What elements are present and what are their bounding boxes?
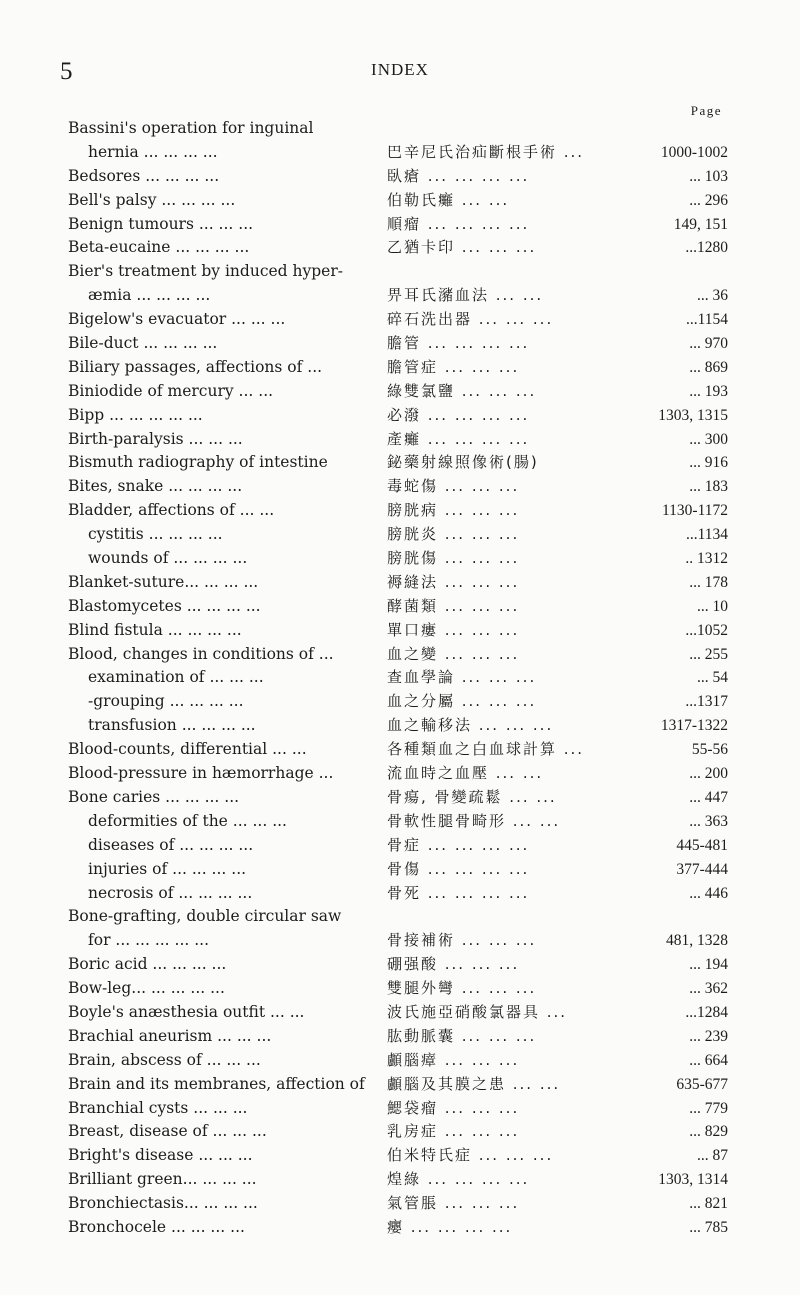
entry-page-ref: ... 821 [689, 1195, 728, 1213]
index-entry [68, 380, 728, 404]
running-title: INDEX [371, 60, 429, 79]
entry-page-ref: 635-677 [676, 1075, 728, 1093]
entry-chinese-term: 乳房症 ... ... ... [387, 1122, 520, 1141]
entry-chinese-term: 乙猶卡印 ... ... ... [387, 238, 537, 257]
entry-term: Blastomycetes ... ... ... ... [68, 596, 261, 615]
entry-chinese-term: 綠雙氯鹽 ... ... ... [387, 381, 537, 400]
index-entry [68, 929, 728, 953]
entry-page-ref: ... 785 [689, 1218, 728, 1236]
entry-chinese-term: 碎石洗出器 ... ... ... [387, 310, 554, 329]
entry-chinese-term: 必潑 ... ... ... ... [387, 405, 530, 424]
entry-page-ref: ...1284 [685, 1003, 728, 1021]
entry-chinese-term: 波氏施亞硝酸氯器具 ... [387, 1002, 568, 1021]
entry-chinese-term: 骨死 ... ... ... ... [387, 883, 530, 902]
entry-page-ref: ...1052 [685, 621, 728, 639]
entry-term: Bipp ... ... ... ... ... [68, 405, 203, 424]
entry-term: Bronchocele ... ... ... ... [68, 1217, 245, 1236]
entry-chinese-term: 單口瘻 ... ... ... [387, 620, 520, 639]
index-entry [68, 905, 728, 929]
index-entry [68, 714, 728, 738]
entry-term: Bell's palsy ... ... ... ... [68, 190, 236, 209]
index-entry [68, 260, 728, 284]
index-entry [68, 858, 728, 882]
index-entry [68, 643, 728, 667]
entry-term: Bright's disease ... ... ... [68, 1146, 253, 1165]
entry-page-ref: 481, 1328 [666, 932, 728, 950]
entry-term: diseases of ... ... ... ... [88, 835, 254, 854]
entry-term: wounds of ... ... ... ... [88, 549, 248, 568]
index-entry [68, 571, 728, 595]
entry-term: Bismuth radiography of intestine [68, 453, 328, 472]
entry-chinese-term: 煌綠 ... ... ... ... [387, 1170, 530, 1189]
entry-term: Bigelow's evacuator ... ... ... [68, 310, 286, 329]
entry-page-ref: ... 447 [689, 788, 728, 806]
page-number: 5 [60, 58, 73, 85]
entry-chinese-term: 血之變 ... ... ... [387, 644, 520, 663]
entry-term: Bone caries ... ... ... ... [68, 787, 240, 806]
index-entry [68, 284, 728, 308]
entry-term: hernia ... ... ... ... [88, 142, 218, 161]
entry-term: Branchial cysts ... ... ... [68, 1098, 248, 1117]
entry-chinese-term: 查血學論 ... ... ... [387, 668, 537, 687]
entry-term: injuries of ... ... ... ... [88, 859, 247, 878]
entry-page-ref: ... 255 [689, 645, 728, 663]
index-entry [68, 810, 728, 834]
entry-page-ref: ... 869 [689, 358, 728, 376]
entry-term: Blanket-suture... ... ... ... [68, 572, 259, 591]
entry-page-ref: 1303, 1314 [658, 1171, 728, 1189]
index-entry [68, 834, 728, 858]
index-entry [68, 523, 728, 547]
entry-page-ref: ... 300 [689, 430, 728, 448]
entry-term: Bier's treatment by induced hyper- [68, 262, 343, 281]
entry-page-ref: .. 1312 [685, 550, 728, 568]
index-entry [68, 356, 728, 380]
entry-chinese-term: 流血時之血壓 ... ... [387, 764, 544, 783]
entry-chinese-term: 顱腦瘴 ... ... ... [387, 1050, 520, 1069]
entry-page-ref: ... 54 [697, 669, 728, 687]
entry-chinese-term: 氣管脹 ... ... ... [387, 1194, 520, 1213]
entry-chinese-term: 血之分屬 ... ... ... [387, 692, 537, 711]
entry-term: Boric acid ... ... ... ... [68, 955, 227, 974]
entry-page-ref: ... 194 [689, 956, 728, 974]
entry-chinese-term: 血之輸移法 ... ... ... [387, 716, 554, 735]
entry-page-ref: 1303, 1315 [658, 406, 728, 424]
entry-page-ref: ... 87 [697, 1147, 728, 1165]
entry-term: Bites, snake ... ... ... ... [68, 477, 243, 496]
entry-page-ref: ... 193 [689, 382, 728, 400]
entry-term: Brachial aneurism ... ... ... [68, 1026, 272, 1045]
entry-chinese-term: 產癱 ... ... ... ... [387, 429, 530, 448]
entry-term: æmia ... ... ... ... [88, 286, 211, 305]
index-entry [68, 404, 728, 428]
entry-chinese-term: 巴辛尼氏治疝斷根手術 ... [387, 142, 585, 161]
index-entry [68, 428, 728, 452]
entry-page-ref: ...1134 [685, 526, 728, 544]
entry-page-ref: 55-56 [691, 741, 728, 759]
entry-page-ref: ...1154 [685, 311, 728, 329]
entry-chinese-term: 膽管症 ... ... ... [387, 357, 520, 376]
entry-page-ref: ... 664 [689, 1051, 728, 1069]
entry-chinese-term: 鰓袋瘤 ... ... ... [387, 1098, 520, 1117]
entry-page-ref: ...1317 [685, 693, 728, 711]
index-entry [68, 1192, 728, 1216]
index-entry [68, 762, 728, 786]
entry-term: Benign tumours ... ... ... [68, 214, 254, 233]
index-entry [68, 595, 728, 619]
entry-term: Brain and its membranes, affection of [68, 1074, 365, 1093]
index-entry [68, 1168, 728, 1192]
entry-chinese-term: 膽管 ... ... ... ... [387, 334, 530, 353]
entry-term: transfusion ... ... ... ... [88, 716, 256, 735]
entry-chinese-term: 硼强酸 ... ... ... [387, 955, 520, 974]
index-entry [68, 690, 728, 714]
entry-term: Bone-grafting, double circular saw [68, 907, 342, 926]
entry-page-ref: ... 970 [689, 335, 728, 353]
index-entry [68, 475, 728, 499]
index-entry [68, 619, 728, 643]
entry-chinese-term: 雙腿外彎 ... ... ... [387, 979, 537, 998]
entry-chinese-term: 畀耳氏瀦血法 ... ... [387, 286, 544, 305]
index-entry [68, 738, 728, 762]
entry-chinese-term: 毒蛇傷 ... ... ... [387, 477, 520, 496]
entry-chinese-term: 膀胱傷 ... ... ... [387, 549, 520, 568]
index-entry [68, 666, 728, 690]
index-entry [68, 1001, 728, 1025]
index-entry [68, 547, 728, 571]
index-entry [68, 977, 728, 1001]
entry-chinese-term: 鉍藥射線照像術(腸) [387, 453, 539, 472]
entry-chinese-term: 骨傷 ... ... ... ... [387, 859, 530, 878]
entry-chinese-term: 膀胱病 ... ... ... [387, 501, 520, 520]
entry-term: Blood-counts, differential ... ... [68, 740, 307, 759]
entry-chinese-term: 各種類血之白血球計算 ... [387, 740, 585, 759]
entry-page-ref: 1317-1322 [660, 717, 728, 735]
index-entry [68, 953, 728, 977]
entry-page-ref: ... 829 [689, 1123, 728, 1141]
entry-term: Biliary passages, affections of ... [68, 357, 323, 376]
index-entry [68, 786, 728, 810]
index-entry [68, 308, 728, 332]
entry-page-ref: ... 36 [697, 287, 728, 305]
index-entry [68, 141, 728, 165]
entry-chinese-term: 顱腦及其膜之患 ... ... [387, 1074, 561, 1093]
index-entry [68, 332, 728, 356]
entry-term: Bassini's operation for inguinal [68, 119, 314, 137]
index-entry [68, 1025, 728, 1049]
entry-chinese-term: 骨軟性腿骨畸形 ... ... [387, 811, 561, 830]
entry-page-ref: 377-444 [676, 860, 728, 878]
entry-page-ref: ... 296 [689, 191, 728, 209]
entry-term: Blind fistula ... ... ... ... [68, 620, 242, 639]
entry-term: Blood-pressure in hæmorrhage ... [68, 764, 334, 783]
entry-term: -grouping ... ... ... ... [88, 692, 244, 711]
entry-chinese-term: 骨瘍, 骨變疏鬆 ... ... [387, 787, 557, 806]
entry-chinese-term: 肱動脈囊 ... ... ... [387, 1026, 537, 1045]
index-entries [68, 117, 728, 1240]
entry-term: Bedsores ... ... ... ... [68, 166, 220, 185]
entry-term: Bile-duct ... ... ... ... [68, 334, 218, 353]
entry-page-ref: 149, 151 [673, 215, 728, 233]
entry-term: Breast, disease of ... ... ... [68, 1122, 267, 1141]
entry-page-ref: ... 363 [689, 812, 728, 830]
entry-page-ref: ... 200 [689, 765, 728, 783]
entry-chinese-term: 臥瘡 ... ... ... ... [387, 166, 530, 185]
entry-term: Bladder, affections of ... ... [68, 501, 275, 520]
entry-term: Biniodide of mercury ... ... [68, 381, 274, 400]
entry-chinese-term: 癭 ... ... ... ... [387, 1217, 513, 1236]
entry-page-ref: 445-481 [676, 836, 728, 854]
index-entry [68, 1097, 728, 1121]
entry-chinese-term: 骨症 ... ... ... ... [387, 835, 530, 854]
entry-chinese-term: 酵菌類 ... ... ... [387, 596, 520, 615]
index-entry [68, 1216, 728, 1240]
entry-page-ref: ... 779 [689, 1099, 728, 1117]
index-entry [68, 882, 728, 906]
index-entry [68, 1120, 728, 1144]
entry-term: deformities of the ... ... ... [88, 811, 287, 830]
entry-term: cystitis ... ... ... ... [88, 525, 223, 544]
index-entry [68, 499, 728, 523]
entry-term: Birth-paralysis ... ... ... [68, 429, 243, 448]
entry-term: Brain, abscess of ... ... ... [68, 1050, 261, 1069]
entry-term: Brilliant green... ... ... ... [68, 1170, 257, 1189]
index-entry [68, 1144, 728, 1168]
index-entry [68, 451, 728, 475]
page-column-heading: Page [690, 103, 722, 118]
index-entry [68, 1073, 728, 1097]
entry-term: for ... ... ... ... ... [88, 931, 210, 950]
entry-page-ref: ...1280 [685, 239, 728, 257]
entry-page-ref: ... 178 [689, 573, 728, 591]
entry-term: Bow-leg... ... ... ... ... [68, 979, 225, 998]
entry-page-ref: ... 916 [689, 454, 728, 472]
entry-page-ref: ... 10 [697, 597, 728, 615]
entry-chinese-term: 伯米特氏症 ... ... ... [387, 1146, 554, 1165]
entry-chinese-term: 伯勒氏癱 ... ... [387, 190, 510, 209]
entry-page-ref: 1130-1172 [661, 502, 728, 520]
entry-page-ref: ... 446 [689, 884, 728, 902]
index-entry [68, 189, 728, 213]
entry-term: Blood, changes in conditions of ... [68, 644, 334, 663]
entry-chinese-term: 骨接補術 ... ... ... [387, 931, 537, 950]
entry-page-ref: 1000-1002 [660, 143, 728, 161]
entry-chinese-term: 膀胱炎 ... ... ... [387, 525, 520, 544]
entry-term: Boyle's anæsthesia outfit ... ... [68, 1002, 305, 1021]
entry-term: Beta-eucaine ... ... ... ... [68, 238, 250, 257]
index-entry [68, 165, 728, 189]
entry-term: Bronchiectasis... ... ... ... [68, 1194, 258, 1213]
index-entry [68, 236, 728, 260]
entry-term: examination of ... ... ... [88, 668, 264, 687]
index-entry [68, 117, 728, 141]
index-entry [68, 213, 728, 237]
entry-page-ref: ... 183 [689, 478, 728, 496]
entry-term: necrosis of ... ... ... ... [88, 883, 253, 902]
entry-page-ref: ... 103 [689, 167, 728, 185]
entry-chinese-term: 順瘤 ... ... ... ... [387, 214, 530, 233]
entry-chinese-term: 褥縫法 ... ... ... [387, 572, 520, 591]
entry-page-ref: ... 362 [689, 980, 728, 998]
entry-page-ref: ... 239 [689, 1027, 728, 1045]
index-entry [68, 1049, 728, 1073]
